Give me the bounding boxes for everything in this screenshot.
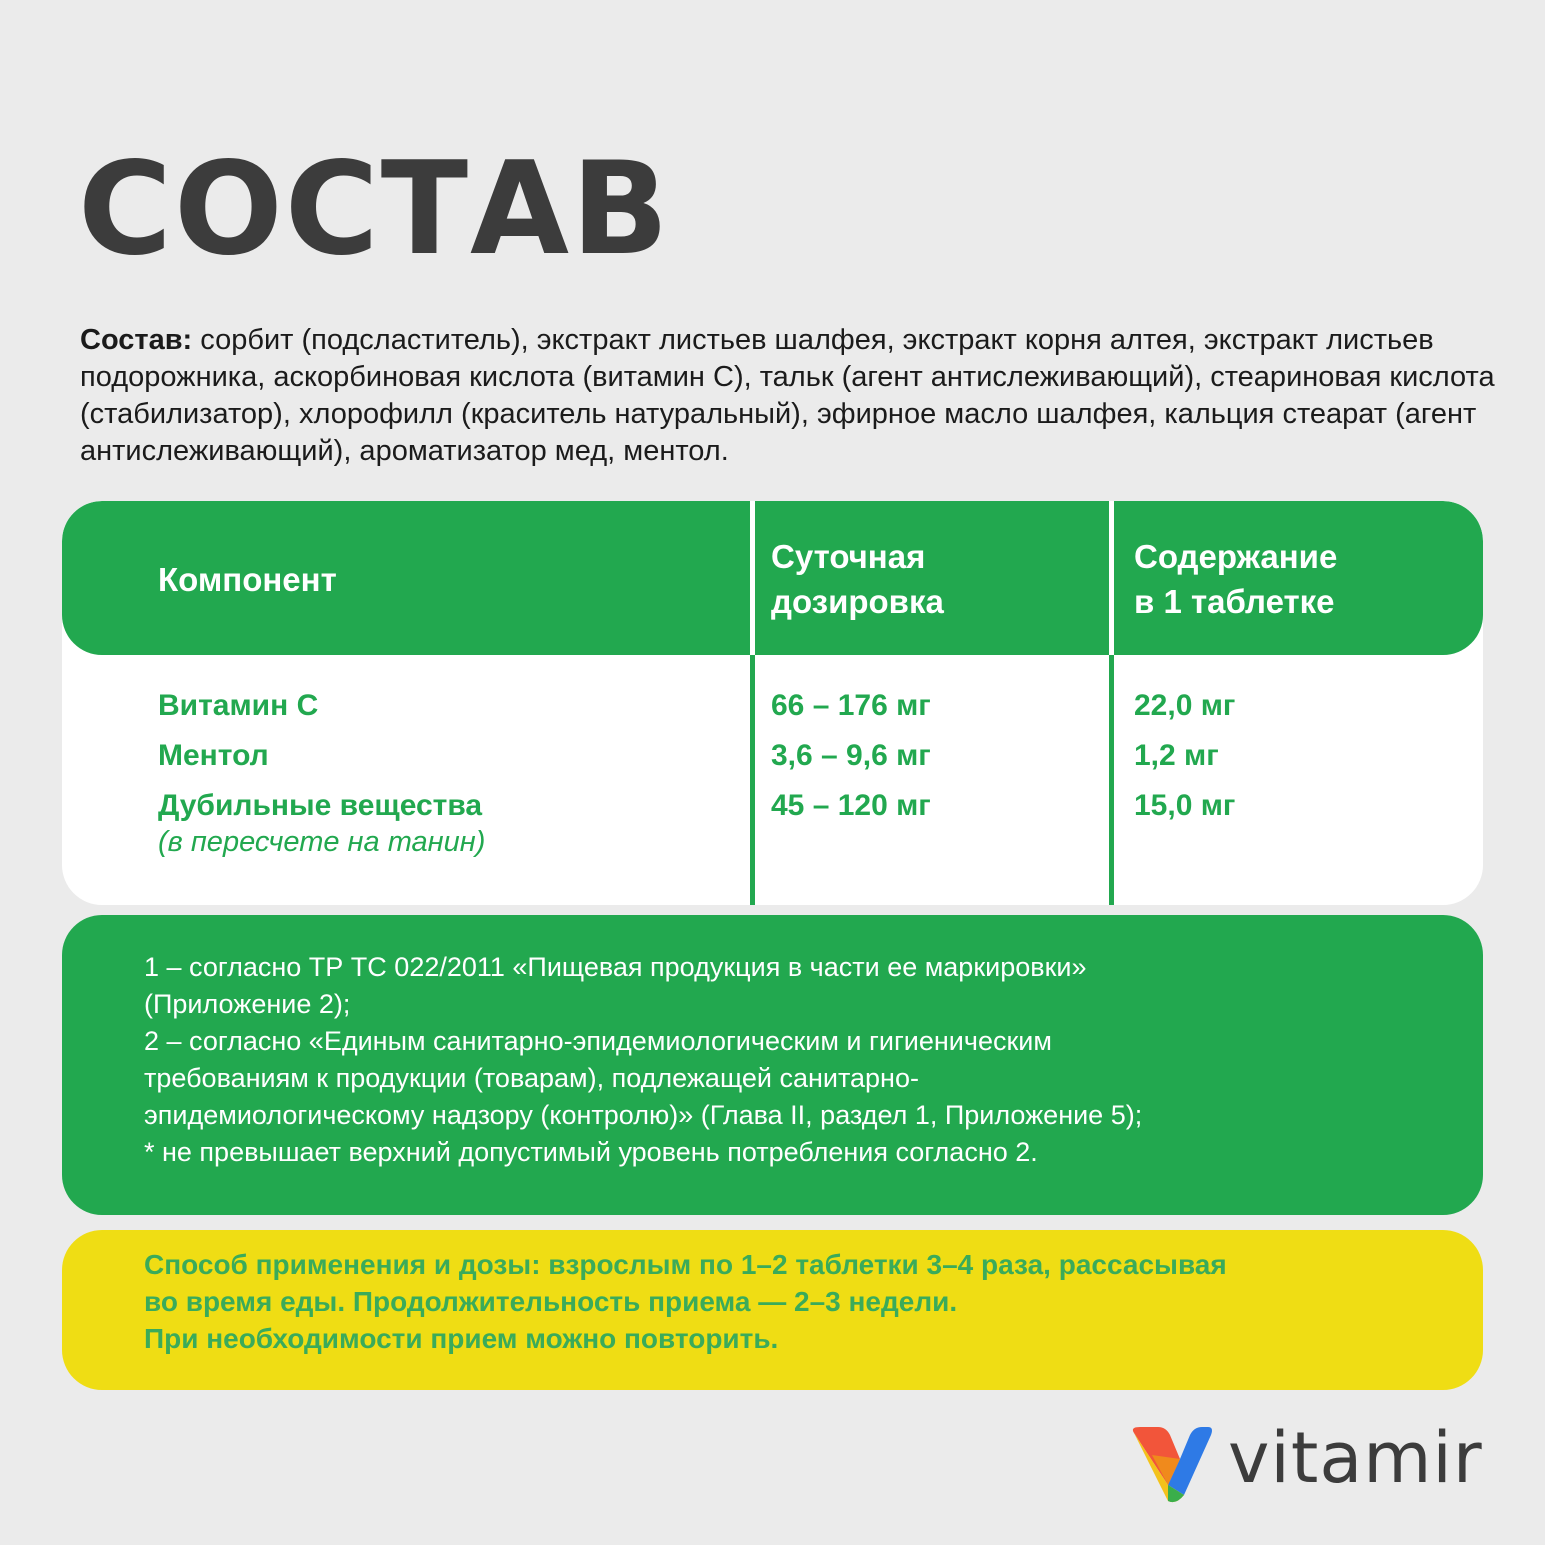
header-content-per-tablet	[1134, 534, 1454, 624]
cell-component: Дубильные вещества	[158, 789, 483, 822]
composition-text	[80, 322, 1500, 470]
cell-component: Витамин С	[158, 689, 319, 722]
cell-daily-dose: 66 – 176 мг	[771, 689, 931, 722]
header-divider	[1109, 501, 1114, 655]
footnote-line: 2 – согласно «Единым санитарно-эпидемиологическим и гигиеническим	[144, 1026, 1052, 1056]
header-content-line1: Содержание	[1134, 538, 1338, 575]
footnote-line: 1 – согласно ТР ТС 022/2011 «Пищевая продукция в части ее маркировки»	[144, 952, 1087, 982]
usage-card	[62, 1230, 1483, 1390]
column-daily-dose	[771, 681, 931, 831]
composition-body: сорбит (подсластитель), экстракт листьев шалфея, экстракт корня алтея, экстракт листьев подорожника, аскорбиновая кислота (витамин С), тальк (агент антислеживающий), стеариновая кислота (стабилизатор), хлорофилл (краситель натуральный), эфирное масло шалфея, кальция стеарат (агент антислеживающий), ароматизатор мед, ментол.	[80, 324, 1495, 467]
cell-content: 22,0 мг	[1134, 689, 1236, 722]
cell-component-note: (в пересчете на танин)	[158, 826, 486, 858]
composition-label: Состав:	[80, 324, 193, 356]
header-divider	[750, 501, 755, 655]
page-title: СОСТАВ	[78, 135, 671, 284]
header-content-line2: в 1 таблетке	[1134, 583, 1335, 620]
header-daily-line2: дозировка	[771, 583, 944, 620]
usage-line-1	[144, 1246, 1444, 1283]
footnote-line: * не превышает верхний допустимый уровень потребления согласно 2.	[144, 1137, 1038, 1167]
usage-text	[144, 1246, 1444, 1357]
usage-line-1-text: взрослым по 1–2 таблетки 3–4 раза, рассасывая	[540, 1249, 1227, 1280]
footnote-line: (Приложение 2);	[144, 989, 351, 1019]
column-content	[1134, 681, 1235, 831]
ingredients-table	[62, 501, 1483, 905]
brand-name: vitamir	[1228, 1417, 1483, 1499]
usage-line-3: При необходимости прием можно повторить.	[144, 1323, 779, 1354]
cell-content: 15,0 мг	[1134, 789, 1236, 822]
footnotes-card	[62, 915, 1483, 1215]
cell-daily-dose: 3,6 – 9,6 мг	[771, 739, 931, 772]
brand-logo	[1128, 1417, 1488, 1505]
header-daily-line1: Суточная	[771, 538, 926, 575]
footnote-line: требованиям к продукции (товарам), подлежащей санитарно-	[144, 1063, 919, 1093]
footnote-line: эпидемиологическому надзору (контролю)» (Глава II, раздел 1, Приложение 5);	[144, 1100, 1143, 1130]
header-component: Компонент	[158, 561, 337, 598]
heart-v-logo-icon	[1128, 1425, 1214, 1505]
table-header	[62, 501, 1483, 655]
cell-component: Ментол	[158, 739, 269, 772]
header-daily-dose	[771, 534, 1071, 624]
cell-content: 1,2 мг	[1134, 739, 1219, 772]
usage-line-2: во время еды. Продолжительность приема — 2–3 недели.	[144, 1286, 958, 1317]
usage-label: Способ применения и дозы:	[144, 1249, 541, 1280]
footnotes	[144, 949, 1444, 1171]
cell-daily-dose: 45 – 120 мг	[771, 789, 931, 822]
column-component	[158, 681, 485, 859]
